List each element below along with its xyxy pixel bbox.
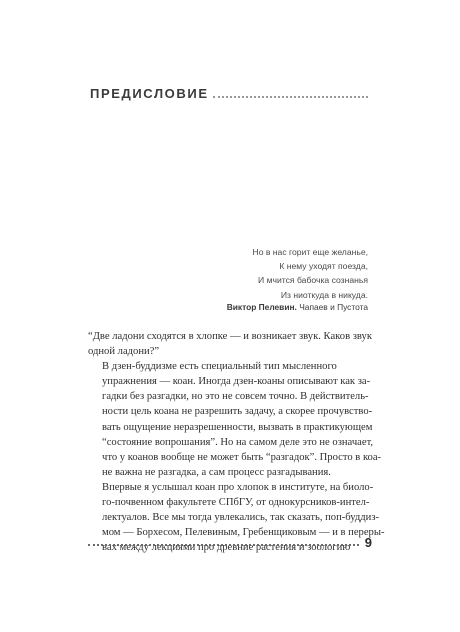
- text-line: мом — Борхесом, Пелевиным, Гребенщиковым — и в переры-: [102, 527, 385, 539]
- epigraph-line: И мчится бабочка сознанья: [258, 275, 368, 286]
- epigraph-line: Но в нас горит еще желанье,: [252, 247, 368, 257]
- text-line: вать ощущение неразрешенности, вызвать в практикующем: [102, 421, 373, 433]
- epigraph-work: Чапаев и Пустота: [299, 302, 368, 312]
- epigraph: [252, 245, 368, 302]
- chapter-heading-row: [90, 86, 368, 101]
- body-text: [88, 329, 385, 555]
- text-line: ности цель коана не разрешить задачу, а скорее прочувство-: [102, 406, 373, 418]
- text-line: одной ладони?”: [88, 346, 160, 358]
- page-number: 9: [364, 535, 372, 550]
- text-line: В дзен-буддизме есть специальный тип мысленного: [102, 361, 337, 373]
- text-line: упражнения — коан. Иногда дзен-коаны описывают как за-: [102, 376, 371, 388]
- text-line: не важна не разгадка, а сам процесс разгадывания.: [102, 466, 331, 478]
- text-line: лектуалов. Все мы тогда увлекались, так сказать, поп-буддиз-: [102, 512, 380, 524]
- text-line: гадки без разгадки, но это не совсем точно. В действитель-: [102, 391, 369, 403]
- epigraph-line: Из ниоткуда в никуда.: [280, 289, 368, 300]
- text-line: вах между лекциями про древние растения и зоологию: [102, 542, 351, 554]
- paragraph-zen-koan: [88, 359, 382, 480]
- text-line: “Две ладони сходятся в хлопке — и возникает звук. Каков звук: [88, 331, 373, 342]
- text-line: Впервые я услышал коан про хлопок в институте, на биоло-: [102, 481, 374, 493]
- text-line: что у коанов вообще не может быть “разгадок”. Просто в коа-: [102, 451, 382, 463]
- text-line: “состояние вопрошания”. Но на самом деле это не означает,: [102, 436, 374, 448]
- epigraph-source: [227, 302, 368, 312]
- epigraph-line: К нему уходят поезда,: [279, 261, 368, 272]
- heading-dotted-leader: [213, 95, 368, 98]
- chapter-heading: ПРЕДИСЛОВИЕ: [90, 86, 209, 101]
- footer-dotted-leader: [88, 543, 359, 546]
- page-footer: [88, 535, 372, 550]
- text-line: го-почвенном факультете СПбГУ, от однокурсников-интел-: [102, 497, 370, 509]
- epigraph-author: Виктор Пелевин.: [226, 302, 297, 312]
- paragraph-koan-quote: [88, 329, 373, 359]
